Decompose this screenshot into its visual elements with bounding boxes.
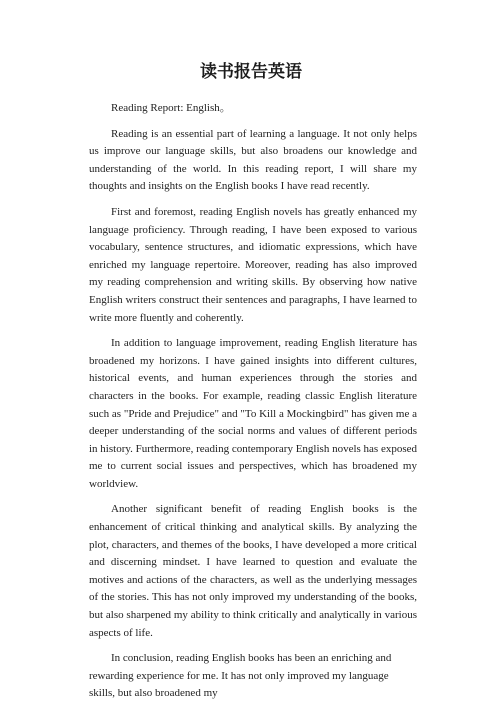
paragraph-4: Another significant benefit of reading English books is the enhancement of critical thinking and analytical skills. By analyzing the plot, characters, and themes of the books, I have developed a more critical and discerning mindset. I have learned to question and evaluate the motives and actions of the characters, as well as the underlying messages of the stories. This has not only improved my understanding of the books, but also sharpened my ability to think critically and analytically in various aspects of life. [89, 503, 417, 639]
paragraph-5: In conclusion, reading English books has been an enriching and rewarding experience for me. It has not only improved my language skills, but also broadened my [89, 652, 392, 700]
document-title: 读书报告英语 [200, 62, 302, 82]
paragraph-2: First and foremost, reading English novels has greatly enhanced my language proficiency. Through reading, I have been exposed to various vocabulary, sentence structures, and idiomatic expressions, which have enriched my language repertoire. Moreover, reading has also improved my reading comprehension and writing skills. By observing how native English writers construct their sentences and paragraphs, I have learned to write more fluently and coherently. [89, 205, 417, 324]
document-body [89, 100, 417, 711]
paragraph-1: Reading is an essential part of learning a language. It not only helps us improve our language skills, but also broadens our knowledge and understanding of the world. In this reading report, I will share my thoughts and insights on the English books I have read recently. [89, 127, 417, 193]
report-heading: Reading Report: English。 [111, 102, 231, 114]
paragraph-3: In addition to language improvement, reading English literature has broadened my horizons. I have gained insights into different cultures, historical events, and human experiences through the stories and characters in the books. For example, reading classic English literature such as "Pride and Prejudice" and "To Kill a Mockingbird" has given me a deeper understanding of the social norms and values of different periods in history. Furthermore, reading contemporary English novels has exposed me to current social issues and perspectives, which has broadened my worldview. [89, 337, 417, 490]
